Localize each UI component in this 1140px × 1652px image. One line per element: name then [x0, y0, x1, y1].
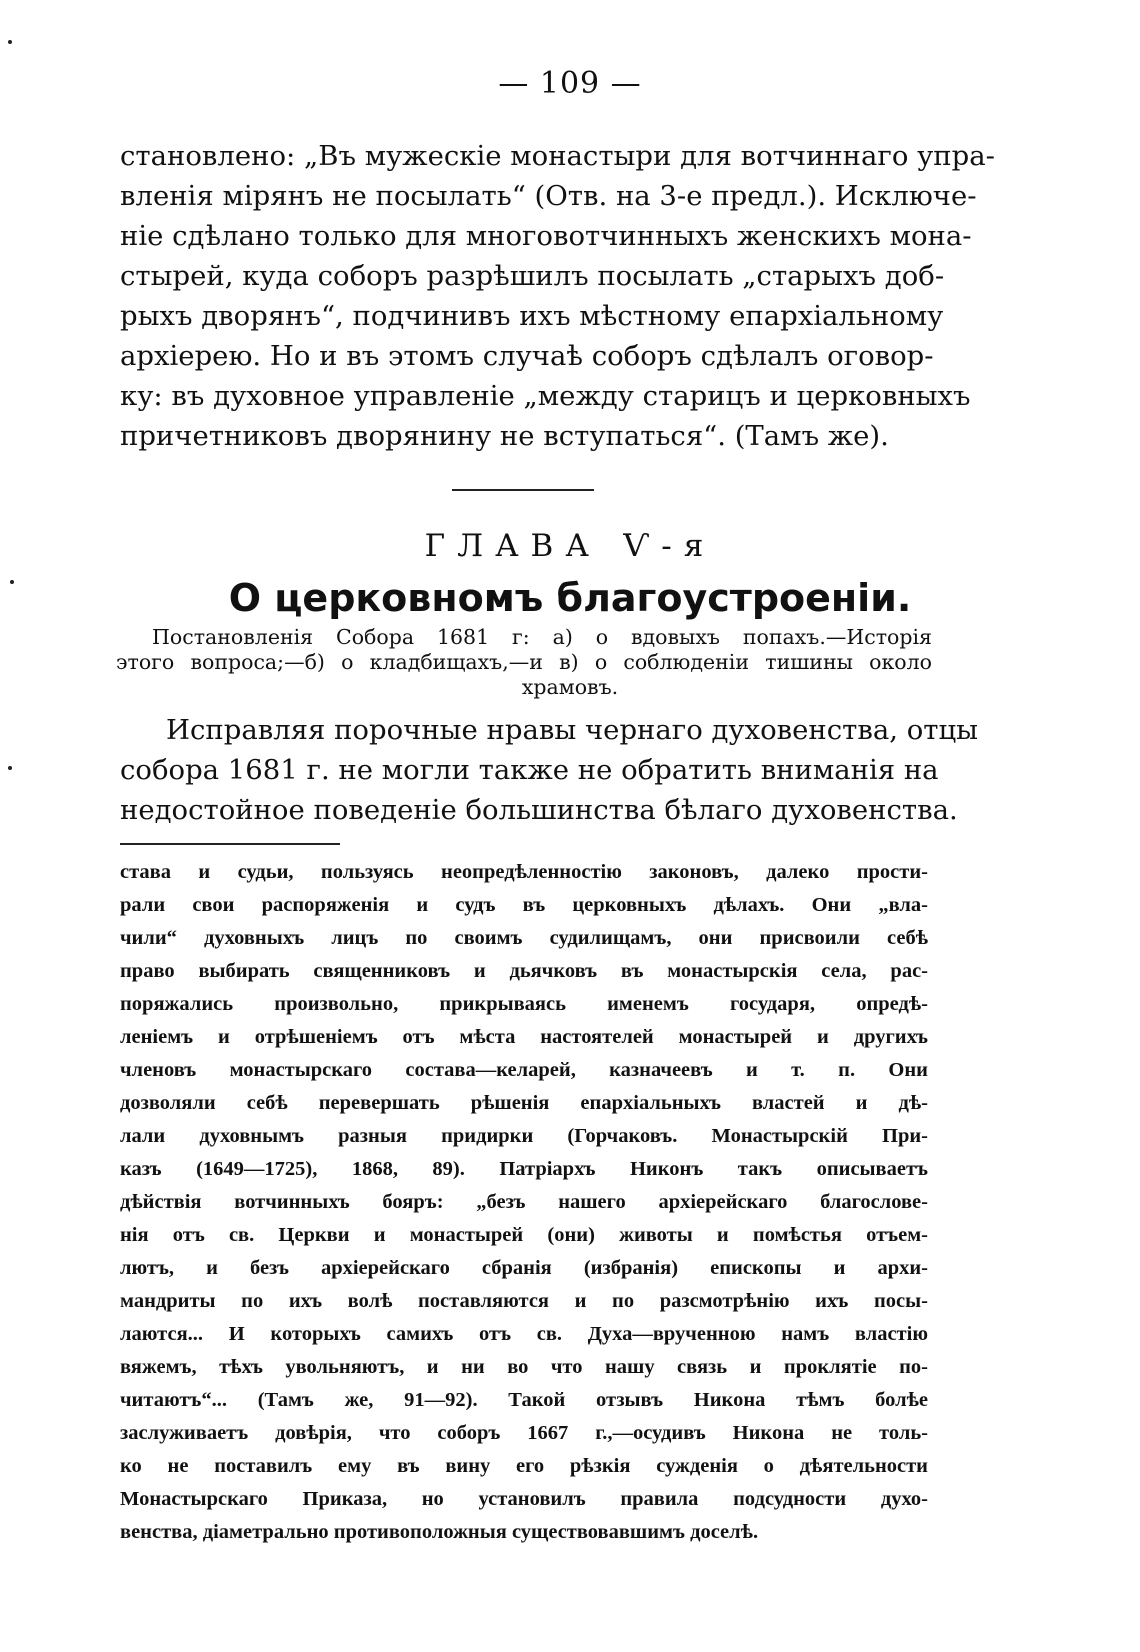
- footnote-line: дѣйствія вотчинныхъ бояръ: „безъ нашего архіерейскаго благослове-: [120, 1191, 928, 1213]
- scan-speck: [8, 40, 12, 44]
- footnote-line: ко не поставилъ ему въ вину его рѣзкія сужденія о дѣятельности: [120, 1455, 928, 1477]
- footnote-line: чили“ духовныхъ лицъ по своимъ судилищамъ, они присвоили себѣ: [120, 927, 928, 949]
- footnote-line: право выбирать священниковъ и дьячковъ въ монастырскія села, рас-: [120, 960, 928, 982]
- footnote-line: венства, діаметрально противоположныя существовавшимъ доселѣ.: [120, 1521, 759, 1543]
- footnote-line: става и судьи, пользуясь неопредѣленностію законовъ, далеко прости-: [120, 861, 928, 883]
- footnote-line: мандриты по ихъ волѣ поставляются и по разсмотрѣнію ихъ посы-: [120, 1290, 928, 1312]
- section-divider: [452, 489, 594, 491]
- footnote-line: казъ (1649—1725), 1868, 89). Патріархъ Никонъ такъ описываетъ: [120, 1158, 928, 1180]
- footnote-line: заслуживаетъ довѣрія, что соборъ 1667 г.,—осудивъ Никона не толь-: [120, 1422, 928, 1444]
- footnote-line: поряжались произвольно, прикрываясь именемъ государя, опредѣ-: [120, 993, 928, 1015]
- footnote-line: членовъ монастырскаго состава—келарей, казначеевъ и т. п. Они: [120, 1059, 928, 1081]
- text-line: собора 1681 г. не могли также не обратить вниманія на: [120, 754, 939, 786]
- text-line: становлено: „Въ мужескіе монастыри для вотчиннаго упра-: [120, 140, 995, 172]
- chapter-heading: ГЛАВА Ѵ-я: [424, 528, 716, 564]
- scan-speck: [8, 766, 12, 770]
- footnote-line: нія отъ св. Церкви и монастырей (они) животы и помѣстья отъем-: [120, 1224, 928, 1246]
- footnote-line: читаютъ“... (Тамъ же, 91—92). Такой отзывъ Никона тѣмъ болѣе: [120, 1389, 928, 1411]
- text-line: вленія мірянъ не посылать“ (Отв. на 3-е предл.). Исключе-: [120, 180, 977, 212]
- footnote-line: вяжемъ, тѣхъ увольняютъ, и ни во что нашу связь и проклятіе по-: [120, 1356, 928, 1378]
- text-line: ніе сдѣлано только для многовотчинныхъ женскихъ мона-: [120, 220, 972, 252]
- footnote-line: Монастырскаго Приказа, но установилъ правила подсудности духо-: [120, 1488, 928, 1510]
- text-line: ку: въ духовное управленіе „между старицъ и церковныхъ: [120, 380, 971, 412]
- text-line: Исправляя порочные нравы чернаго духовенства, отцы: [166, 714, 979, 746]
- text-line: недостойное поведеніе большинства бѣлаго духовенства.: [120, 794, 958, 826]
- summary-line: Постановленія Собора 1681 г: а) о вдовыхъ попахъ.—Исторія: [152, 625, 932, 649]
- page-number: — 109 —: [498, 66, 642, 101]
- text-line: рыхъ дворянъ“, подчинивъ ихъ мѣстному епархіальному: [120, 300, 944, 332]
- summary-line: этого вопроса;—б) о кладбищахъ,—и в) о соблюденіи тишины около: [116, 650, 932, 674]
- text-line: архіерею. Но и въ этомъ случаѣ соборъ сдѣлалъ оговор-: [120, 340, 934, 372]
- chapter-title: О церковномъ благоустроеніи.: [228, 576, 912, 620]
- footnote-line: рали свои распоряженія и судъ въ церковныхъ дѣлахъ. Они „вла-: [120, 894, 928, 916]
- text-line: причетниковъ дворянину не вступаться“. (Тамъ же).: [120, 420, 889, 452]
- footnote-line: лаются... И которыхъ самихъ отъ св. Духа—врученною намъ властію: [120, 1323, 928, 1345]
- footnote-line: лютъ, и безъ архіерейскаго сбранія (избранія) епископы и архи-: [120, 1257, 928, 1279]
- footnote-line: лали духовнымъ разныя придирки (Горчаковъ. Монастырскій При-: [120, 1125, 928, 1147]
- summary-line: храмовъ.: [521, 675, 619, 699]
- footnote-divider: [120, 843, 340, 845]
- footnote-line: дозволяли себѣ перевершать рѣшенія епархіальныхъ властей и дѣ-: [120, 1092, 928, 1114]
- text-line: стырей, куда соборъ разрѣшилъ посылать „старыхъ доб-: [120, 260, 945, 292]
- footnote-line: леніемъ и отрѣшеніемъ отъ мѣста настоятелей монастырей и другихъ: [120, 1026, 928, 1048]
